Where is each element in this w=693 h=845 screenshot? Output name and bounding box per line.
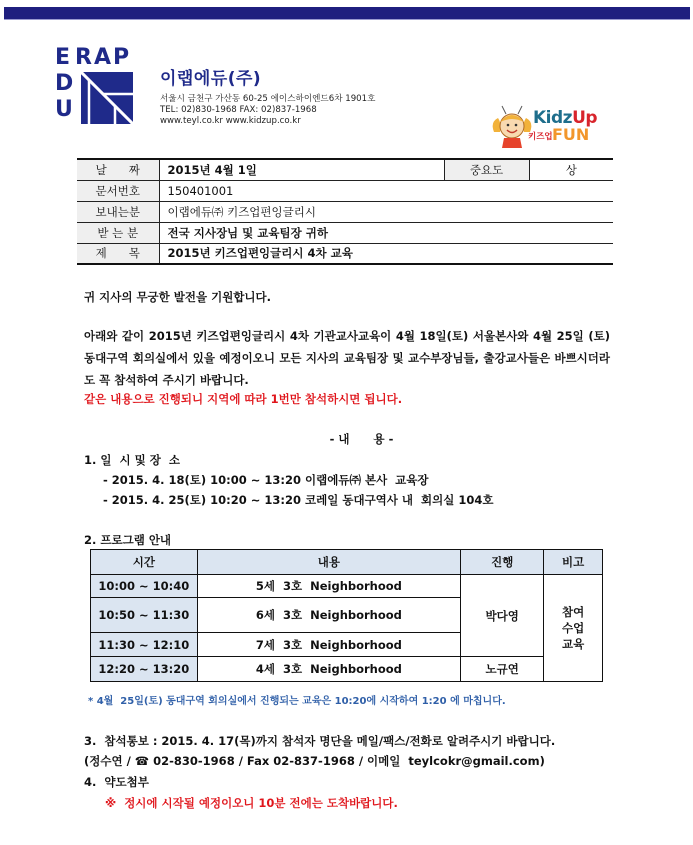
logo-mark-icon <box>81 72 133 124</box>
program-title: 2. 프로그램 안내 <box>84 533 172 547</box>
company-tel-fax: TEL: 02)830-1968 FAX: 02)837-1968 <box>160 105 317 115</box>
subject-label: 제 목 <box>77 243 159 264</box>
header-host: 진행 <box>461 550 544 575</box>
kidzup-wordmark-main: Kidz <box>533 108 573 128</box>
recipient-label: 받 는 분 <box>77 222 159 243</box>
schedule-title: 1. 일 시 및 장 소 <box>84 453 180 467</box>
logo-letter-d: D <box>55 71 74 96</box>
contact-line <box>84 751 624 772</box>
program-row <box>91 657 603 682</box>
program-host-1: 박다영 <box>461 575 544 657</box>
importance-label: 중요도 <box>444 159 529 180</box>
map-attachment-title: 4. 약도첨부 <box>84 775 149 789</box>
program-footnote: * 4월 25일(토) 동대구역 회의실에서 진행되는 교육은 10:20에 시작하여 1:20 에 마칩니다. <box>88 696 506 707</box>
sender-value: 이랩에듀㈜ 키즈업편잉글리시 <box>159 201 613 222</box>
kidzup-fun-logo <box>488 100 623 150</box>
arrival-notice <box>105 793 631 814</box>
row-doc-number <box>77 180 613 201</box>
subject-value: 2015년 키즈업편잉글리시 4차 교육 <box>159 243 613 264</box>
erapdu-logo <box>55 47 133 123</box>
company-name: 이랩에듀(주) <box>160 69 262 89</box>
company-address: 서울시 금천구 가산동 60-25 에이스하이엔드6차 1901호 <box>160 94 376 104</box>
header-content: 내용 <box>197 550 460 575</box>
row-sender <box>77 201 613 222</box>
doc-number-value: 150401001 <box>159 180 613 201</box>
program-note-line: 교육 <box>562 637 585 651</box>
row-recipient <box>77 222 613 243</box>
intro-paragraph: 아래와 같이 2015년 키즈업편잉글리시 4차 기관교사교육이 4월 18일(토) 서울본사와 4월 25일 (토) 동대구역 회의실에서 있을 예정이오니 모든 지사의 교육팀장 및 교수부장님들, 출강교사들은 바쁘시더라도 꼭 참석하여 주시기 바랍니다. <box>84 329 610 387</box>
intro-notice: 같은 내용으로 진행되니 지역에 따라 1번만 참석하시면 됩니다. <box>84 392 403 406</box>
reference-mark-icon: ※ <box>105 796 117 810</box>
logo-letter-r: R <box>75 45 92 70</box>
row-subject <box>77 243 613 264</box>
program-content: 7세 3호 Neighborhood <box>197 633 460 657</box>
program-time: 11:30 ~ 12:10 <box>91 633 198 657</box>
header-time: 시간 <box>91 550 198 575</box>
schedule-item-2: - 2015. 4. 25(토) 10:20 ~ 13:20 코레일 동대구역사 내 회의실 104호 <box>103 493 494 507</box>
recipient-value: 전국 지사장님 및 교육팀장 귀하 <box>159 222 613 243</box>
program-header-row <box>91 550 603 575</box>
program-time: 12:20 ~ 13:20 <box>91 657 198 682</box>
doc-number-label: 문서번호 <box>77 180 159 201</box>
program-table <box>90 549 603 682</box>
logo-letter-e: E <box>55 45 71 70</box>
program-content: 4세 3호 Neighborhood <box>197 657 460 682</box>
section-heading: - 내 용 - <box>329 432 394 446</box>
program-content: 6세 3호 Neighborhood <box>197 598 460 633</box>
program-row <box>91 575 603 598</box>
program-note <box>544 575 603 682</box>
sender-label: 보내는분 <box>77 201 159 222</box>
contact-name: (정수연 / <box>84 754 135 768</box>
kidzup-fun: FUN <box>552 125 590 144</box>
arrival-notice-text: 정시에 시작될 예정이오니 10분 전에는 도착바랍니다. <box>124 796 398 810</box>
kidzup-korean: 키즈업 <box>528 132 553 142</box>
logo-letter-a: A <box>94 45 112 70</box>
telephone-icon: ☎ <box>134 754 150 768</box>
attendance-notice: 3. 참석통보 : 2015. 4. 17(목)까지 참석자 명단을 메일/팩스/전화로 알려주시기 바랍니다. <box>84 734 556 748</box>
logo-letter-p: P <box>113 45 130 70</box>
importance-value: 상 <box>529 159 613 180</box>
date-value: 2015년 4월 1일 <box>159 159 444 180</box>
header-note: 비고 <box>544 550 603 575</box>
date-label: 날 짜 <box>77 159 159 180</box>
program-host-2: 노규연 <box>461 657 544 682</box>
company-websites: www.teyl.co.kr www.kidzup.co.kr <box>160 116 301 126</box>
header-bar <box>4 7 690 20</box>
program-note-line: 수업 <box>562 621 585 635</box>
greeting-text: 귀 지사의 무궁한 발전을 기원합니다. <box>84 290 272 304</box>
program-time: 10:00 ~ 10:40 <box>91 575 198 598</box>
document-info-table <box>77 158 613 265</box>
program-note-line: 참여 <box>562 605 585 619</box>
contact-details: 02-830-1968 / Fax 02-837-1968 / 이메일 teylcokr@gmail.com) <box>149 754 545 768</box>
program-content: 5세 3호 Neighborhood <box>197 575 460 598</box>
row-date <box>77 159 613 180</box>
schedule-item-1: - 2015. 4. 18(토) 10:00 ~ 13:20 이랩에듀㈜ 본사 교육장 <box>103 473 429 487</box>
kidzup-wordmark-accent: Up <box>572 108 598 128</box>
logo-letter-u: U <box>55 97 73 122</box>
girl-mascot-icon <box>488 102 536 150</box>
program-time: 10:50 ~ 11:30 <box>91 598 198 633</box>
